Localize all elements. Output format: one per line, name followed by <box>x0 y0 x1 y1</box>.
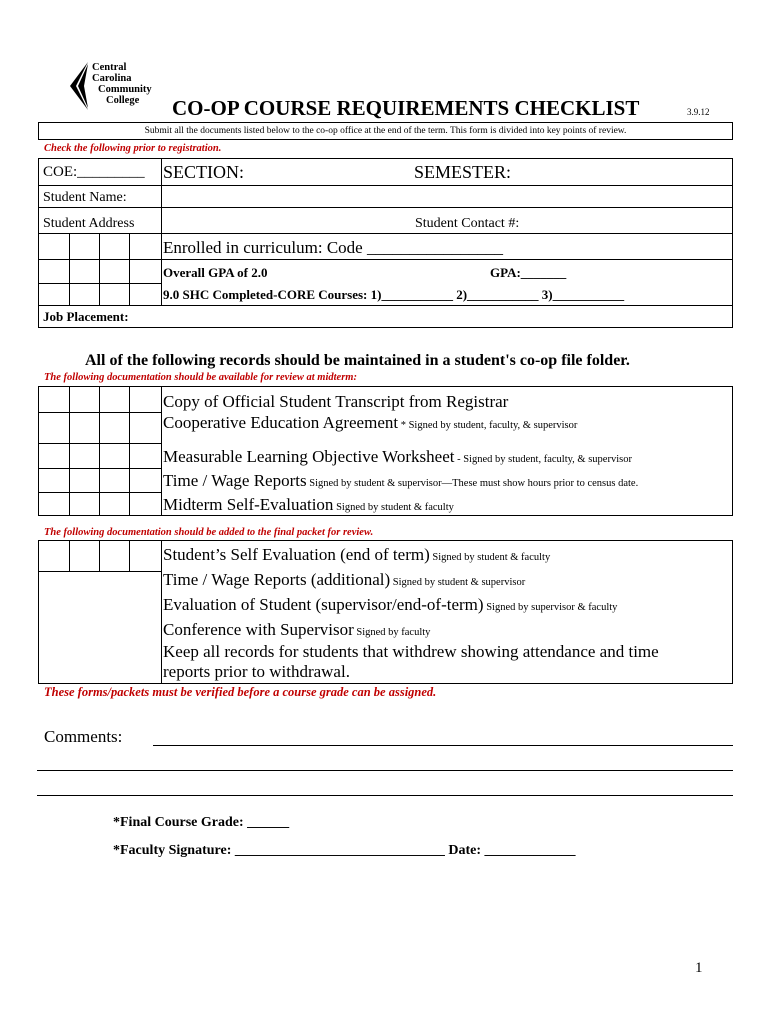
item-signature-note: Signed by student & faculty <box>429 552 551 563</box>
logo-line: College <box>106 95 140 106</box>
checklist-item-self-eval[interactable] <box>163 545 550 565</box>
midterm-checklist <box>38 386 733 516</box>
check-column <box>129 387 130 515</box>
item-label: Evaluation of Student (supervisor/end-of-term) <box>163 595 484 614</box>
overall-gpa-label: Overall GPA of 2.0 <box>163 265 268 280</box>
final-checklist <box>38 540 733 684</box>
check-column <box>161 387 162 515</box>
submit-instructions: Submit all the documents listed below to the co-op office at the end of the term. This form is divided into key points of review. <box>38 122 733 140</box>
section-field[interactable]: SECTION: <box>163 162 244 182</box>
row-divider <box>39 443 161 444</box>
page-number: 1 <box>695 960 703 976</box>
check-column <box>69 233 70 305</box>
checklist-item-withdrawal-records[interactable] <box>163 642 659 662</box>
row-divider <box>39 207 732 208</box>
final-grade-field[interactable]: *Final Course Grade: ______ <box>113 815 290 830</box>
row-divider <box>39 283 161 284</box>
checklist-item-coop-agreement[interactable] <box>163 413 577 433</box>
job-placement-field[interactable]: Job Placement: <box>43 309 129 324</box>
item-label: Cooperative Education Agreement <box>163 413 399 432</box>
shc-completed-field[interactable]: 9.0 SHC Completed-CORE Courses: 1)___________ 2)___________ 3)___________ <box>163 287 625 302</box>
checklist-item-time-wage-additional[interactable] <box>163 570 525 590</box>
item-label: reports prior to withdrawal. <box>163 662 350 681</box>
item-signature-note: Signed by supervisor & faculty <box>483 602 618 613</box>
verify-note: These forms/packets must be verified before a course grade can be assigned. <box>44 685 437 699</box>
logo-line: Community <box>98 84 152 95</box>
checklist-item-conference[interactable] <box>163 620 430 640</box>
check-column <box>99 541 100 571</box>
item-signature-note: Signed by faculty <box>353 627 431 638</box>
item-signature-note: - Signed by student, faculty, & supervisor <box>454 454 632 465</box>
checklist-item-withdrawal-records-cont <box>163 662 350 682</box>
checklist-item-time-wage[interactable] <box>163 471 638 491</box>
student-name-field[interactable]: Student Name: <box>43 190 127 205</box>
item-label: Measurable Learning Objective Worksheet <box>163 447 455 466</box>
row-divider <box>39 185 732 186</box>
item-label: Keep all records for students that withdrew showing attendance and time <box>163 642 659 661</box>
item-label: Time / Wage Reports (additional) <box>163 570 391 589</box>
item-signature-note: Signed by student & supervisor <box>390 577 526 588</box>
item-signature-note: * Signed by student, faculty, & supervisor <box>398 420 578 431</box>
check-column <box>99 387 100 515</box>
check-column <box>129 541 130 571</box>
row-divider <box>39 571 161 572</box>
item-label: Copy of Official Student Transcript from Registrar <box>163 392 509 411</box>
enrolled-curriculum-field[interactable]: Enrolled in curriculum: Code ________________ <box>163 238 503 257</box>
comments-line[interactable] <box>153 745 733 746</box>
coe-field[interactable]: COE:_________ <box>43 164 145 180</box>
version-label: 3.9.12 <box>687 107 710 117</box>
item-label: Student’s Self Evaluation (end of term) <box>163 545 430 564</box>
records-heading: All of the following records should be maintained in a student's co-op file folder. <box>85 352 630 369</box>
student-contact-field[interactable]: Student Contact #: <box>415 216 520 231</box>
check-column <box>161 541 162 683</box>
check-column <box>69 387 70 515</box>
row-divider <box>39 492 161 493</box>
comments-line[interactable] <box>37 770 733 771</box>
page-title: CO-OP COURSE REQUIREMENTS CHECKLIST <box>172 96 640 120</box>
logo-line: Carolina <box>92 73 132 84</box>
row-divider <box>39 305 732 306</box>
faculty-signature-field[interactable]: *Faculty Signature: ______________________________ Date: _____________ <box>113 843 576 858</box>
registration-note: Check the following prior to registration. <box>44 143 222 154</box>
checklist-item-midterm-eval[interactable] <box>163 495 454 515</box>
logo-line: Central <box>92 62 127 73</box>
checklist-item-evaluation-student[interactable] <box>163 595 617 615</box>
gpa-field[interactable]: GPA:_______ <box>490 265 567 280</box>
midterm-note: The following documentation should be available for review at midterm: <box>44 372 357 383</box>
item-label: Midterm Self-Evaluation <box>163 495 334 514</box>
semester-field[interactable]: SEMESTER: <box>414 162 512 182</box>
check-column <box>161 159 162 305</box>
checklist-item-transcript[interactable] <box>163 392 508 412</box>
check-column <box>99 233 100 305</box>
row-divider <box>39 412 161 413</box>
checklist-item-learning-objective[interactable] <box>163 447 632 467</box>
comments-label: Comments: <box>44 727 123 746</box>
item-signature-note: Signed by student & faculty <box>333 502 454 513</box>
check-column <box>69 541 70 571</box>
final-packet-note: The following documentation should be added to the final packet for review. <box>44 527 374 538</box>
item-label: Conference with Supervisor <box>163 620 354 639</box>
registration-box <box>38 158 733 328</box>
student-address-field[interactable]: Student Address <box>43 216 135 231</box>
item-signature-note: Signed by student & supervisor—These must show hours prior to census date. <box>306 478 639 489</box>
row-divider <box>39 259 732 260</box>
check-column <box>129 233 130 305</box>
row-divider <box>39 468 161 469</box>
logo-text <box>92 62 152 106</box>
item-label: Time / Wage Reports <box>163 471 307 490</box>
comments-line[interactable] <box>37 795 733 796</box>
row-divider <box>39 233 732 234</box>
